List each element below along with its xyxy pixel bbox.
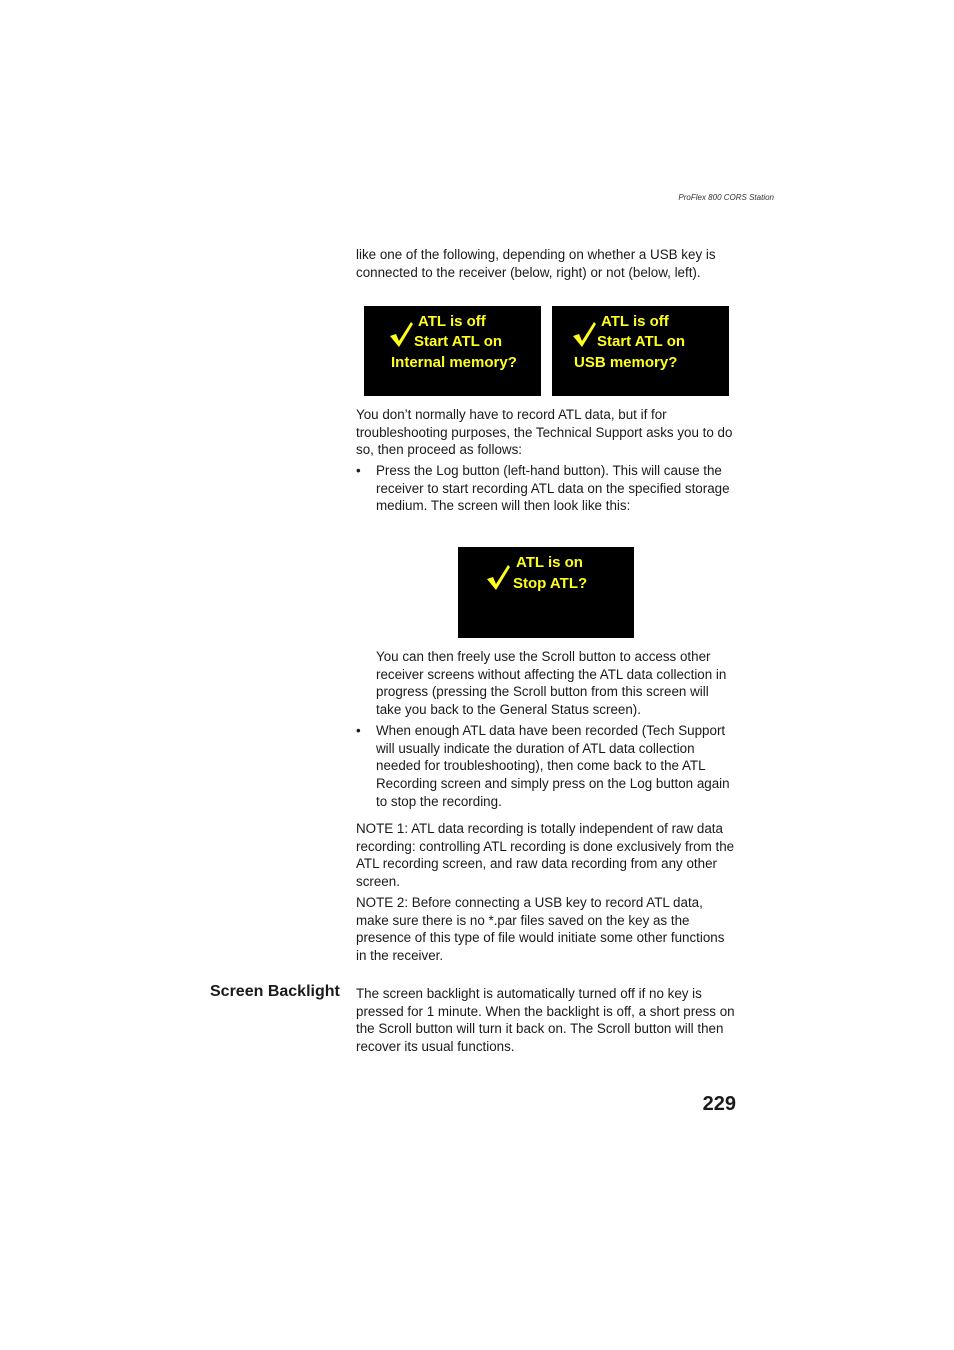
checkmark-icon (485, 563, 511, 591)
page-number: 229 (702, 1093, 736, 1115)
screen-line-3: USB memory? (574, 354, 678, 371)
note-1: NOTE 1: ATL data recording is totally independent of raw data recording: controlling ATL recording is done exclusively from the ATL recording screen, and raw data recording from any other screen. (356, 821, 735, 890)
section-paragraph: The screen backlight is automatically turned off if no key is pressed for 1 minute. When the backlight is off, a short press on the Scroll button will turn it back on. The Scroll button will then recover its usual functions. (356, 986, 735, 1055)
screen-line-1: ATL is on (516, 554, 583, 571)
running-header: ProFlex 800 CORS Station (678, 193, 774, 202)
checkmark-icon (571, 320, 597, 348)
bullet-continuation: You can then freely use the Scroll button to access other receiver screens without affecting the ATL data collection in progress (pressing the Scroll button from this screen will take you back to the General Status screen). (376, 649, 727, 718)
lcd-screen-internal-memory (364, 306, 541, 396)
bullet-item: • Press the Log button (left-hand button). This will cause the receiver to start recording ATL data on the specified storage medium. The screen will then look like this: (356, 462, 736, 515)
screen-line-2: Start ATL on (597, 333, 686, 350)
screen-line-1: ATL is off (418, 313, 486, 330)
checkmark-icon (388, 320, 414, 348)
screen-line-2: Stop ATL? (513, 575, 588, 592)
lcd-screen-atl-recording (458, 547, 634, 638)
lcd-screen-usb-memory (552, 306, 729, 396)
note-2: NOTE 2: Before connecting a USB key to record ATL data, make sure there is no *.par files saved on the key as the presence of this type of file would initiate some other functions in the receiver. (356, 895, 725, 964)
section-heading: Screen Backlight (210, 983, 340, 1000)
intro-paragraph: like one of the following, depending on whether a USB key is connected to the receiver (below, right) or not (below, left). (356, 247, 716, 280)
screen-line-2: Start ATL on (414, 333, 503, 350)
bullet-item: • When enough ATL data have been recorded (Tech Support will usually indicate the duration of ATL data collection needed for troubleshooting), then come back to the ATL Recording screen and simply press on the Log button again to stop the recording. (356, 722, 736, 811)
instructions-paragraph: You don’t normally have to record ATL data, but if for troubleshooting purposes, the Technical Support asks you to do so, then proceed as follows: (356, 407, 733, 458)
screen-line-1: ATL is off (601, 313, 669, 330)
bullet-list-1 (356, 462, 736, 515)
screen-line-3: Internal memory? (391, 354, 517, 371)
bullet-list-2 (356, 722, 736, 811)
